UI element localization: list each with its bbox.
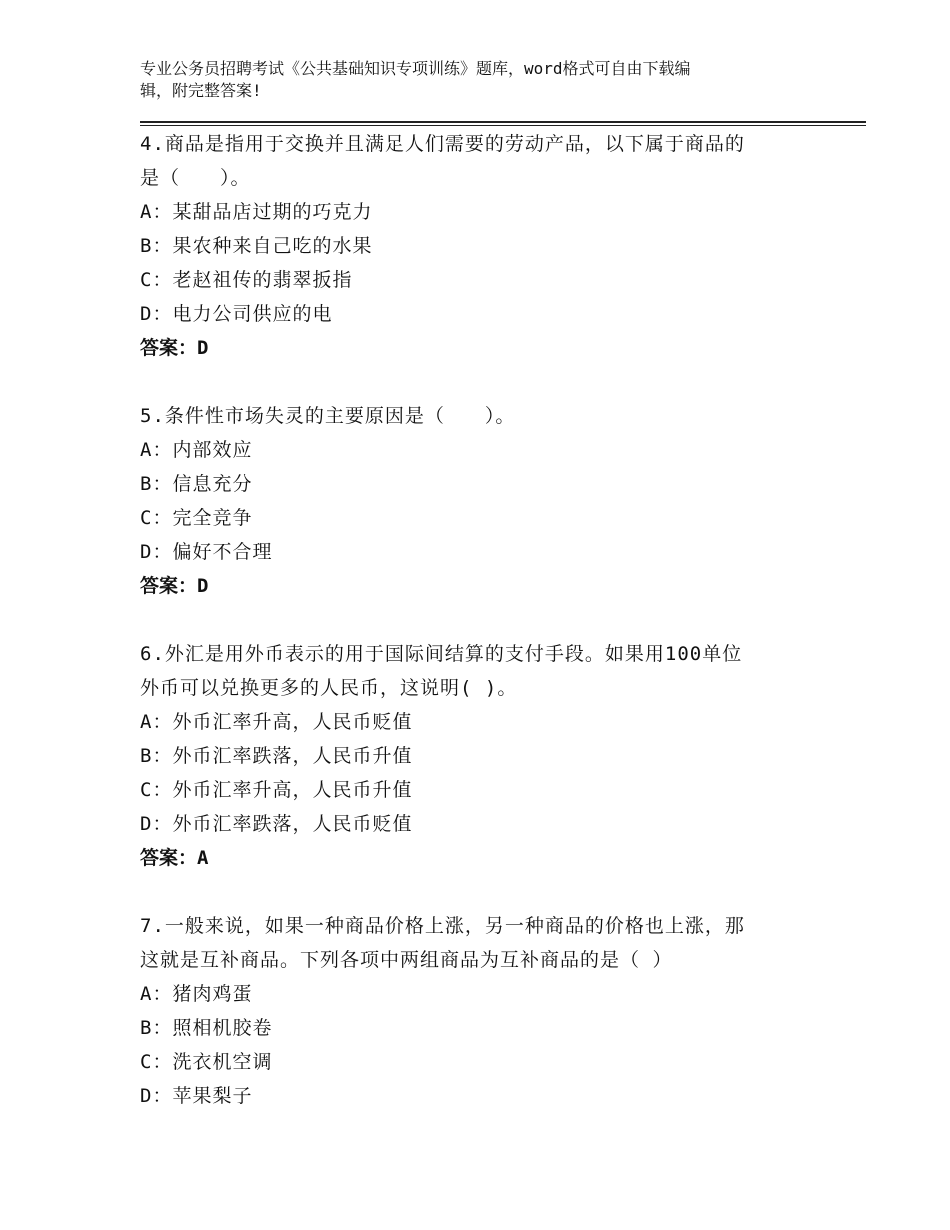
spacer	[140, 365, 810, 399]
question-stem-line: 是（ ）。	[140, 167, 251, 189]
answer: 答案：A	[140, 847, 209, 869]
header-line-2: 辑，附完整答案!	[140, 81, 262, 100]
question-stem-line: 5.条件性市场失灵的主要原因是（ ）。	[140, 405, 516, 427]
option-b: B：照相机胶卷	[140, 1017, 273, 1039]
option-a: A：猪肉鸡蛋	[140, 983, 253, 1005]
answer: 答案：D	[140, 575, 209, 597]
option-d: D：偏好不合理	[140, 541, 273, 563]
option-c: C：完全竞争	[140, 507, 253, 529]
option-b: B：信息充分	[140, 473, 253, 495]
option-c: C：外币汇率升高，人民币升值	[140, 779, 413, 801]
option-c: C：洗衣机空调	[140, 1051, 273, 1073]
option-a: A：内部效应	[140, 439, 253, 461]
header-line-1: 专业公务员招聘考试《公共基础知识专项训练》题库，word格式可自由下载编	[140, 59, 691, 78]
answer: 答案：D	[140, 337, 209, 359]
option-b: B：外币汇率跌落，人民币升值	[140, 745, 413, 767]
question-stem-line: 4.商品是指用于交换并且满足人们需要的劳动产品，以下属于商品的	[140, 133, 745, 155]
option-a: A：外币汇率升高，人民币贬值	[140, 711, 413, 733]
header-rule-thin	[140, 125, 866, 126]
question-stem-line: 这就是互补商品。下列各项中两组商品为互补商品的是（ ）	[140, 949, 673, 971]
option-d: D：外币汇率跌落，人民币贬值	[140, 813, 413, 835]
option-c: C：老赵祖传的翡翠扳指	[140, 269, 353, 291]
question-stem-line: 外币可以兑换更多的人民币，这说明( )。	[140, 677, 518, 699]
question-list	[140, 127, 810, 1113]
option-d: D：苹果梨子	[140, 1085, 253, 1107]
header-rule-thick	[140, 121, 866, 123]
spacer	[140, 603, 810, 637]
document-header	[140, 58, 800, 102]
option-b: B：果农种来自己吃的水果	[140, 235, 373, 257]
question-stem-line: 6.外汇是用外币表示的用于国际间结算的支付手段。如果用100单位	[140, 643, 743, 665]
option-d: D：电力公司供应的电	[140, 303, 333, 325]
question-stem-line: 7.一般来说，如果一种商品价格上涨，另一种商品的价格也上涨，那	[140, 915, 745, 937]
question-4	[140, 127, 810, 365]
question-6	[140, 637, 810, 875]
question-5	[140, 399, 810, 603]
option-a: A：某甜品店过期的巧克力	[140, 201, 373, 223]
question-7	[140, 909, 810, 1113]
spacer	[140, 875, 810, 909]
